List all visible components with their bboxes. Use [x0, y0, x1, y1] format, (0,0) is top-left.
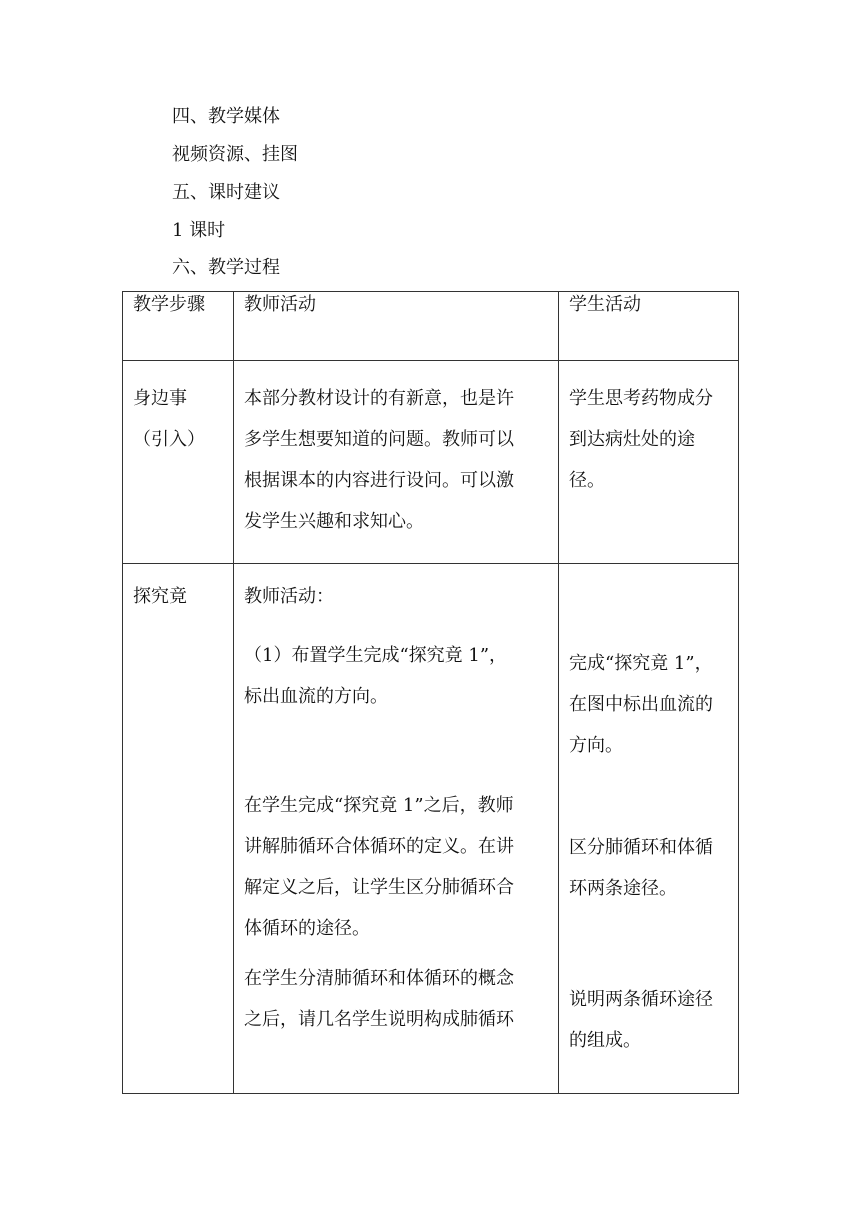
- media-text: 视频资源、挂图: [172, 144, 298, 165]
- process-heading: 六、教学过程: [172, 257, 280, 278]
- explore-student-line: 区分肺循环和体循: [569, 837, 713, 858]
- table-row-explore: [123, 564, 739, 1094]
- intro-teacher-line: 本部分教材设计的有新意，也是许: [244, 388, 514, 409]
- explore-student: [559, 564, 739, 1094]
- explore-step-title: 探究竟: [133, 586, 187, 607]
- hours-text: 1 课时: [172, 220, 226, 241]
- intro-student: [559, 361, 739, 564]
- explore-teacher-line: 在学生完成“探究竟 1”之后，教师: [244, 795, 514, 816]
- explore-teacher-line: （1）布置学生完成“探究竟 1”，: [244, 645, 508, 666]
- header-student-label: 学生活动: [569, 294, 641, 315]
- header-teacher: [234, 292, 559, 361]
- intro-student-line: 径。: [569, 470, 605, 491]
- explore-teacher-line: 讲解肺循环合体循环的定义。在讲: [244, 836, 514, 857]
- media-heading: 四、教学媒体: [172, 106, 280, 127]
- intro-teacher-line: 发学生兴趣和求知心。: [244, 511, 424, 532]
- header-student: [559, 292, 739, 361]
- explore-student-line: 说明两条循环途径: [569, 989, 713, 1010]
- table-header-row: [123, 292, 739, 361]
- explore-teacher-line: 在学生分清肺循环和体循环的概念: [244, 968, 514, 989]
- explore-teacher-line: 解定义之后，让学生区分肺循环合: [244, 877, 514, 898]
- explore-student-line: 方向。: [569, 735, 623, 756]
- header-step: [123, 292, 234, 361]
- intro-student-line: 学生思考药物成分: [569, 388, 713, 409]
- explore-teacher-line: 标出血流的方向。: [244, 686, 388, 707]
- intro-student-line: 到达病灶处的途: [569, 429, 695, 450]
- hours-heading: 五、课时建议: [172, 182, 280, 203]
- explore-teacher-label: 教师活动：: [244, 586, 334, 607]
- table-row-intro: [123, 361, 739, 564]
- intro-teacher: [234, 361, 559, 564]
- explore-step: [123, 564, 234, 1094]
- intro-step-subtitle: （引入）: [133, 429, 205, 450]
- intro-step: [123, 361, 234, 564]
- explore-student-line: 环两条途径。: [569, 878, 677, 899]
- explore-teacher: [234, 564, 559, 1094]
- intro-step-title: 身边事: [133, 388, 187, 409]
- intro-teacher-line: 多学生想要知道的问题。教师可以: [244, 429, 514, 450]
- explore-student-line: 的组成。: [569, 1030, 641, 1051]
- teaching-process-table: [122, 291, 739, 1094]
- explore-teacher-line: 之后，请几名学生说明构成肺循环: [244, 1009, 514, 1030]
- intro-teacher-line: 根据课本的内容进行设问。可以激: [244, 470, 514, 491]
- explore-student-line: 完成“探究竟 1”，: [569, 653, 713, 674]
- explore-teacher-line: 体循环的途径。: [244, 918, 370, 939]
- header-teacher-label: 教师活动: [244, 294, 316, 315]
- explore-student-line: 在图中标出血流的: [569, 694, 713, 715]
- header-step-label: 教学步骤: [133, 294, 205, 315]
